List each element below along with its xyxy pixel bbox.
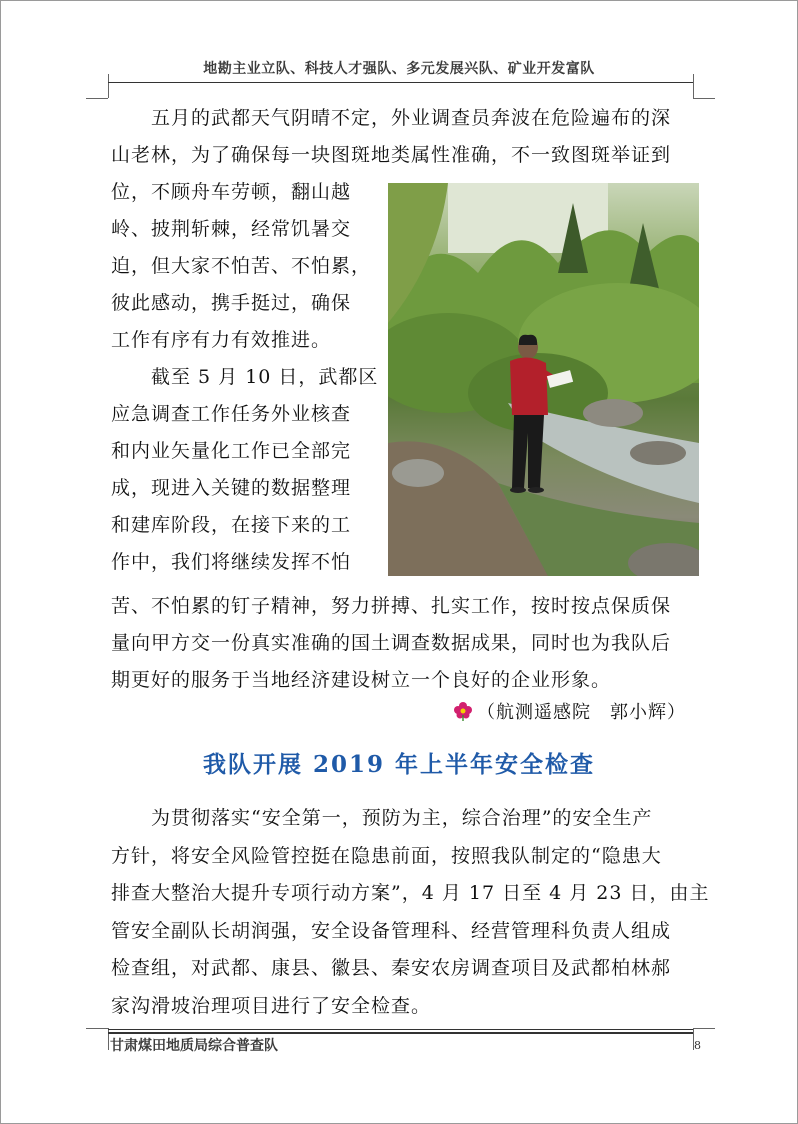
article1-line: 和建库阶段，在接下来的工 [111, 514, 352, 536]
article1-line: 彼此感动，携手挺过，确保 [111, 292, 352, 314]
footer-rule-thin [108, 1029, 693, 1030]
article1-line: 迫，但大家不怕苦、不怕累， [111, 255, 372, 277]
article1-line: 成，现进入关键的数据整理 [111, 477, 352, 499]
article1-signature [453, 698, 686, 724]
article1-line: 作中，我们将继续发挥不怕 [111, 551, 352, 573]
article1-line: 量向甲方交一份真实准确的国土调查数据成果，同时也为我队后 [111, 632, 672, 654]
article1-line: 山老林，为了确保每一块图斑地类属性准确，不一致图斑举证到 [111, 144, 672, 166]
article2-line: 为贯彻落实“安全第一，预防为主，综合治理”的安全生产 [151, 807, 653, 829]
article2-line: 家沟滑坡治理项目进行了安全检查。 [111, 994, 432, 1017]
crop-mark-bottom-right-h [693, 1028, 715, 1029]
running-header: 地勘主业立队、科技人才强队、多元发展兴队、矿业开发富队 [203, 61, 595, 77]
article2-line: 管安全副队长胡润强，安全设备管理科、经营管理科负责人组成 [111, 919, 672, 942]
article1-top-block [111, 100, 701, 174]
article1-line: 岭、披荆斩棘，经常饥暑交 [111, 218, 352, 240]
flower-icon [453, 701, 473, 721]
article2-line: 排查大整治大提升专项行动方案”，4 月 17 日至 4 月 23 日，由主 [111, 882, 710, 904]
footer-org: 甘肃煤田地质局综合普查队 [110, 1038, 278, 1054]
footer-rule-thick [108, 1032, 693, 1034]
article1-line: 截至 5 月 10 日，武都区 [151, 366, 379, 388]
article1-line: 期更好的服务于当地经济建设树立一个良好的企业形象。 [111, 669, 612, 691]
page-number: 8 [694, 1039, 701, 1052]
article1-line: 位，不顾舟车劳顿，翻山越 [111, 181, 352, 203]
article1-line: 应急调查工作任务外业核查 [111, 403, 352, 425]
article1-left-column [111, 174, 381, 581]
field-survey-photo [388, 183, 699, 576]
crop-mark-top-right-h [693, 98, 715, 99]
signature-text: （航测遥感院 郭小辉） [477, 702, 686, 723]
article2-title: 我队开展 2019 年上半年安全检查 [202, 751, 596, 778]
article1-line: 工作有序有力有效推进。 [111, 329, 332, 351]
crop-mark-bottom-left-h [86, 1028, 108, 1029]
article1-bottom-block [111, 588, 701, 699]
article1-line: 五月的武都天气阴晴不定，外业调查员奔波在危险遍布的深 [151, 107, 672, 129]
article2-line: 检查组，对武都、康县、徽县、秦安农房调查项目及武都柏林郝 [111, 957, 672, 979]
header-rule [108, 82, 693, 83]
article2-line: 方针，将安全风险管控挺在隐患前面，按照我队制定的“隐患大 [111, 844, 662, 867]
article1-line: 和内业矢量化工作已全部完 [111, 440, 352, 462]
article2-body [111, 800, 710, 1025]
article1-line: 苦、不怕累的钉子精神，努力拼搏、扎实工作，按时按点保质保 [111, 595, 672, 617]
crop-mark-top-left-h [86, 98, 108, 99]
